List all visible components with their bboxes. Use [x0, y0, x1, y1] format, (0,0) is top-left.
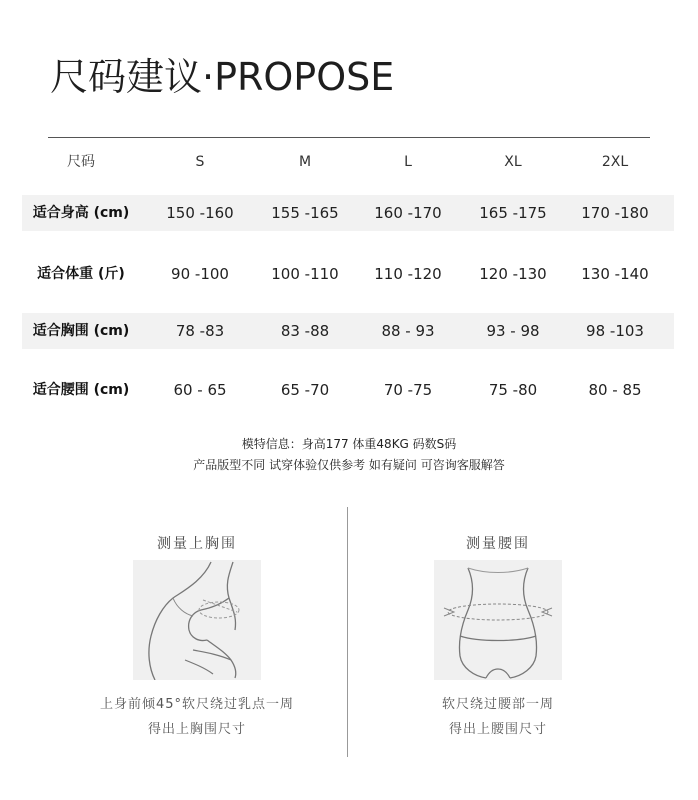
header-size-xl: XL	[504, 154, 522, 170]
bust-measure-caption-2: 得出上胸围尺寸	[147, 722, 246, 737]
table-cell: 120 -130	[479, 265, 547, 283]
header-size-s: S	[195, 154, 205, 170]
header-size-m: M	[298, 154, 312, 170]
header-size-2xl: 2XL	[601, 154, 629, 170]
bust-measure-panel	[67, 533, 327, 743]
size-header-row	[22, 144, 674, 180]
header-size-label: 尺码	[67, 154, 95, 170]
fit-disclaimer-note: 产品版型不同 试穿体验仅供参考 如有疑问 可咨询客服解答	[193, 458, 505, 472]
row-label: 适合体重 (斤)	[37, 266, 125, 282]
waist-measure-panel	[368, 533, 628, 743]
waist-measure-caption-2: 得出上腰围尺寸	[448, 722, 547, 737]
table-cell: 155 -165	[271, 204, 339, 222]
table-cell: 90 -100	[171, 265, 229, 283]
waist-measure-title: 测量腰围	[466, 536, 530, 552]
waist-measure-figure-icon	[434, 560, 562, 680]
row-label: 适合胸围 (cm)	[32, 323, 130, 339]
panel-divider	[347, 507, 348, 757]
table-cell: 60 - 65	[173, 381, 227, 399]
table-cell: 130 -140	[581, 265, 649, 283]
table-cell: 100 -110	[271, 265, 339, 283]
header-rule	[48, 137, 650, 138]
table-cell: 75 -80	[488, 381, 538, 399]
table-cell: 165 -175	[479, 204, 547, 222]
waist-measure-caption-1: 软尺绕过腰部一周	[441, 697, 554, 712]
table-cell: 65 -70	[280, 381, 330, 399]
table-cell: 150 -160	[166, 204, 234, 222]
bust-measure-title: 测量上胸围	[157, 536, 237, 552]
table-cell: 170 -180	[581, 204, 649, 222]
table-row-bust	[22, 313, 674, 349]
table-cell: 110 -120	[374, 265, 442, 283]
bust-measure-caption-1: 上身前倾45°软尺绕过乳点一周	[99, 697, 295, 712]
table-cell: 70 -75	[383, 381, 433, 399]
table-row-height	[22, 195, 674, 231]
table-cell: 88 - 93	[381, 322, 435, 340]
table-cell: 98 -103	[586, 322, 644, 340]
bust-measure-figure-icon	[133, 560, 261, 680]
model-info-note: 模特信息：身高177 体重48KG 码数S码	[241, 437, 457, 451]
table-cell: 80 - 85	[588, 381, 642, 399]
page-title: 尺码建议·PROPOSE	[50, 55, 395, 99]
row-label: 适合身高 (cm)	[32, 205, 130, 221]
table-cell: 83 -88	[280, 322, 330, 340]
table-row-weight	[22, 256, 674, 292]
table-cell: 78 -83	[175, 322, 225, 340]
header-size-l: L	[404, 154, 412, 170]
table-cell: 93 - 98	[486, 322, 540, 340]
table-row-waist	[22, 372, 674, 408]
table-cell: 160 -170	[374, 204, 442, 222]
row-label: 适合腰围 (cm)	[32, 382, 130, 398]
